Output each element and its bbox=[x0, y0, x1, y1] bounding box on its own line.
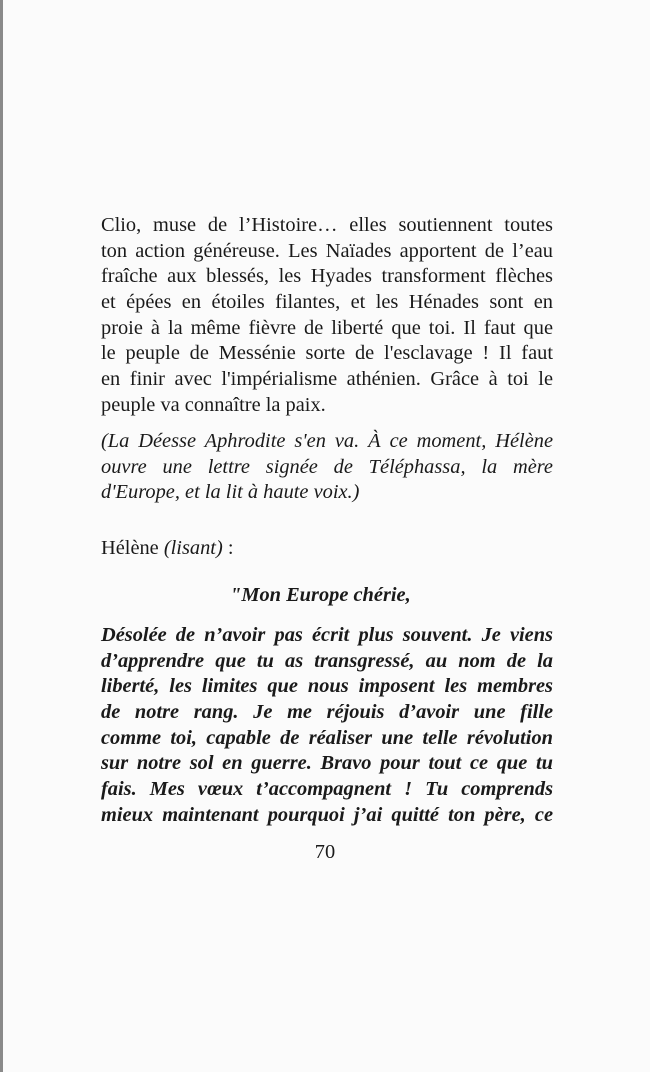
text-line: proie à la même fièvre de liberté que toi. Il faut que bbox=[101, 316, 553, 339]
speaker-name: Hélène bbox=[101, 537, 164, 559]
text-line: et épées en étoiles filantes, et les Hénades sont en bbox=[101, 291, 553, 314]
text-line: fais. Mes vœux t’accompagnent ! Tu comprends bbox=[101, 778, 553, 801]
speaker-line bbox=[101, 536, 553, 562]
text-line: mieux maintenant pourquoi j’ai quitté ton père, ce bbox=[101, 803, 553, 826]
text-line: Clio, muse de l’Histoire… elles soutiennent toutes bbox=[101, 214, 553, 236]
text-line: le peuple de Messénie sorte de l'esclavage ! Il faut bbox=[101, 342, 553, 365]
text-line: fraîche aux blessés, les Hyades transforment flèches bbox=[101, 265, 553, 288]
text-line: ouvre une lettre signée de Téléphassa, la mère bbox=[101, 455, 553, 478]
text-line: de notre rang. Je me réjouis d’avoir une fille bbox=[101, 701, 553, 724]
text-line: peuple va connaître la paix. bbox=[101, 393, 326, 416]
page-edge-shadow bbox=[0, 0, 3, 1072]
text-line: liberté, les limites que nous imposent les membres bbox=[101, 675, 553, 698]
text-line: comme toi, capable de réaliser une telle révolution bbox=[101, 726, 553, 749]
letter-paragraph bbox=[101, 623, 553, 829]
page-number: 70 bbox=[314, 841, 336, 863]
body-paragraph bbox=[101, 213, 553, 419]
stage-direction bbox=[101, 429, 553, 506]
speaker-suffix: : bbox=[222, 537, 234, 559]
text-line: d’apprendre que tu as transgressé, au nom de la bbox=[101, 649, 553, 672]
text-line: ton action généreuse. Les Naïades apportent de l’eau bbox=[101, 239, 553, 262]
text-line: sur notre sol en guerre. Bravo pour tout ce que tu bbox=[101, 752, 553, 775]
letter-salutation: "Mon Europe chérie, bbox=[230, 584, 411, 606]
speaker-direction: (lisant) bbox=[163, 537, 223, 559]
text-line: en finir avec l'impérialisme athénien. Grâce à toi le bbox=[101, 368, 553, 391]
text-line: Désolée de n’avoir pas écrit plus souvent. Je viens bbox=[101, 624, 553, 646]
text-line: (La Déesse Aphrodite s'en va. À ce moment, Hélène bbox=[101, 430, 553, 452]
text-line: d'Europe, et la lit à haute voix.) bbox=[101, 481, 360, 504]
